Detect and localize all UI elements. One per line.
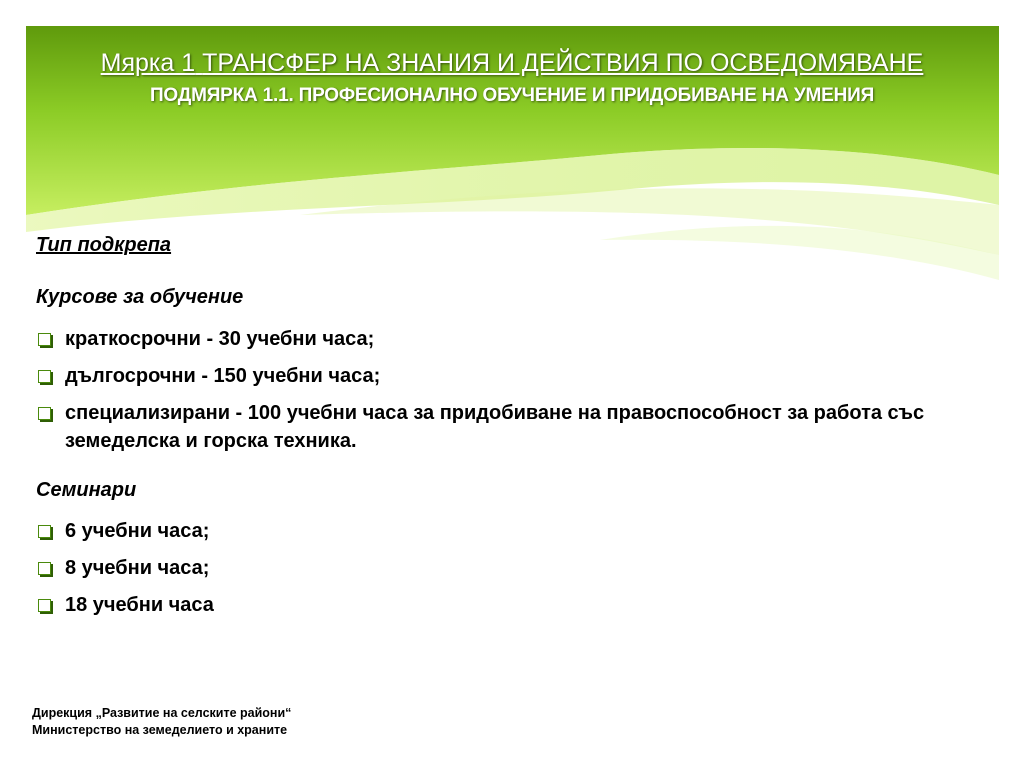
list-item bbox=[36, 399, 936, 455]
list-item-text: 18 учебни часа bbox=[65, 594, 214, 616]
list-item bbox=[36, 362, 936, 390]
list-item-text: дългосрочни - 150 учебни часа; bbox=[65, 365, 381, 387]
title-block bbox=[40, 48, 984, 109]
checkbox-bullet-icon bbox=[38, 370, 51, 383]
checkbox-bullet-icon bbox=[38, 599, 51, 612]
title-prefix: Мярка 1 bbox=[100, 49, 196, 77]
list-item-text: 8 учебни часа; bbox=[65, 557, 210, 579]
checkbox-bullet-icon bbox=[38, 562, 51, 575]
checkbox-bullet-icon bbox=[38, 525, 51, 538]
list-item-text: 6 учебни часа; bbox=[65, 520, 210, 542]
list-item-text: специализирани - 100 учебни часа за придобиване на правоспособност за работа със земеделска и горска техника. bbox=[65, 402, 925, 452]
list-item bbox=[36, 554, 936, 582]
title-main: ТРАНСФЕР НА ЗНАНИЯ И ДЕЙСТВИЯ ПО ОСВЕДОМЯВАНЕ bbox=[202, 49, 924, 77]
list-item bbox=[36, 325, 936, 353]
seminars-list bbox=[36, 517, 936, 628]
checkbox-bullet-icon bbox=[38, 407, 51, 420]
footer-directorate: Дирекция „Развитие на селските райони“ bbox=[32, 706, 292, 720]
list-item bbox=[36, 591, 936, 619]
support-type-heading: Тип подкрепа bbox=[36, 234, 172, 256]
courses-list bbox=[36, 325, 936, 464]
slide-subtitle: ПОДМЯРКА 1.1. ПРОФЕСИОНАЛНО ОБУЧЕНИЕ И ПРИДОБИВАНЕ НА УМЕНИЯ bbox=[149, 85, 875, 106]
footer bbox=[32, 705, 291, 739]
slide-title bbox=[40, 48, 984, 79]
header-background bbox=[0, 0, 1024, 310]
courses-heading: Курсове за обучение bbox=[36, 286, 244, 308]
footer-ministry: Министерство на земеделието и храните bbox=[32, 723, 288, 737]
list-item bbox=[36, 517, 936, 545]
checkbox-bullet-icon bbox=[38, 333, 51, 346]
seminars-heading: Семинари bbox=[36, 479, 137, 501]
list-item-text: краткосрочни - 30 учебни часа; bbox=[65, 328, 375, 350]
